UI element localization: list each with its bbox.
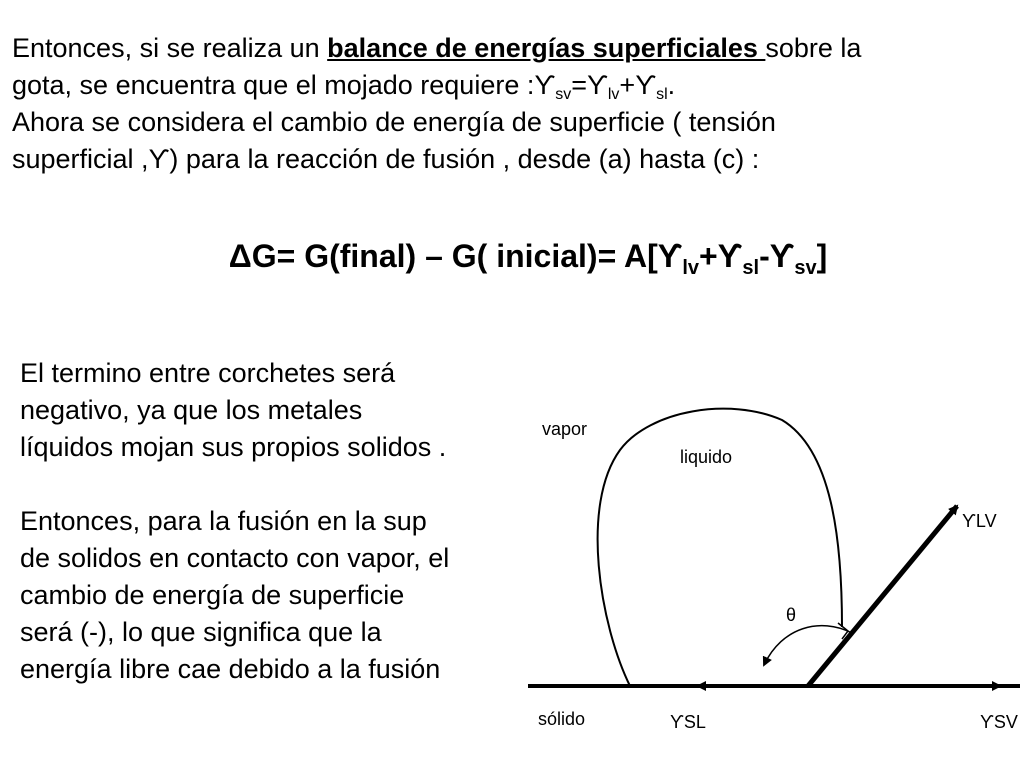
explanation-line: será (-), lo que significa que la: [20, 617, 382, 647]
intro-line-4: superficial ,ϒ) para la reacción de fusión , desde (a) hasta (c) :: [12, 144, 760, 174]
explanation-line: Entonces, para la fusión en la sup: [20, 506, 427, 536]
free-energy-formula: ΔG= G(final) – G( inicial)= $A[ϒ_{lv}+ϒ_{sl}-ϒ_{sv}]$: [228, 238, 828, 279]
gamma-lv-arrow: [808, 506, 957, 686]
gamma-sv-label: ϒSV: [980, 712, 1018, 732]
wetting-diagram: [520, 395, 1024, 765]
intro-line-1: Entonces, si se realiza un balance de energías superficiales sobre la: [12, 33, 862, 63]
explanation-line: líquidos mojan sus propios solidos .: [20, 432, 447, 462]
vapor-label: vapor: [542, 419, 588, 439]
explanation-text: [20, 355, 520, 688]
theta-label: θ: [786, 605, 797, 625]
energy-balance-link: balance de energías superficiales: [327, 33, 766, 63]
intro-line-3: Ahora se considera el cambio de energía de superficie ( tensión: [12, 107, 776, 137]
explanation-line: El termino entre corchetes será: [20, 358, 396, 388]
gamma-lv-label: ϒLV: [962, 511, 997, 531]
intro-paragraph: [12, 30, 1002, 178]
explanation-line: cambio de energía de superficie: [20, 580, 405, 610]
explanation-line: negativo, ya que los metales: [20, 395, 363, 425]
solido-label: sólido: [538, 709, 586, 729]
intro-line-2: gota, se encuentra que el mojado requiere $:ϒ_{sv}=ϒ_{lv}+ϒ_{sl}$.: [12, 70, 676, 103]
gamma-sl-label: ϒSL: [670, 712, 706, 732]
liquido-label: liquido: [680, 447, 733, 467]
explanation-line: de solidos en contacto con vapor, el: [20, 543, 450, 573]
explanation-line: energía libre cae debido a la fusión: [20, 654, 441, 684]
